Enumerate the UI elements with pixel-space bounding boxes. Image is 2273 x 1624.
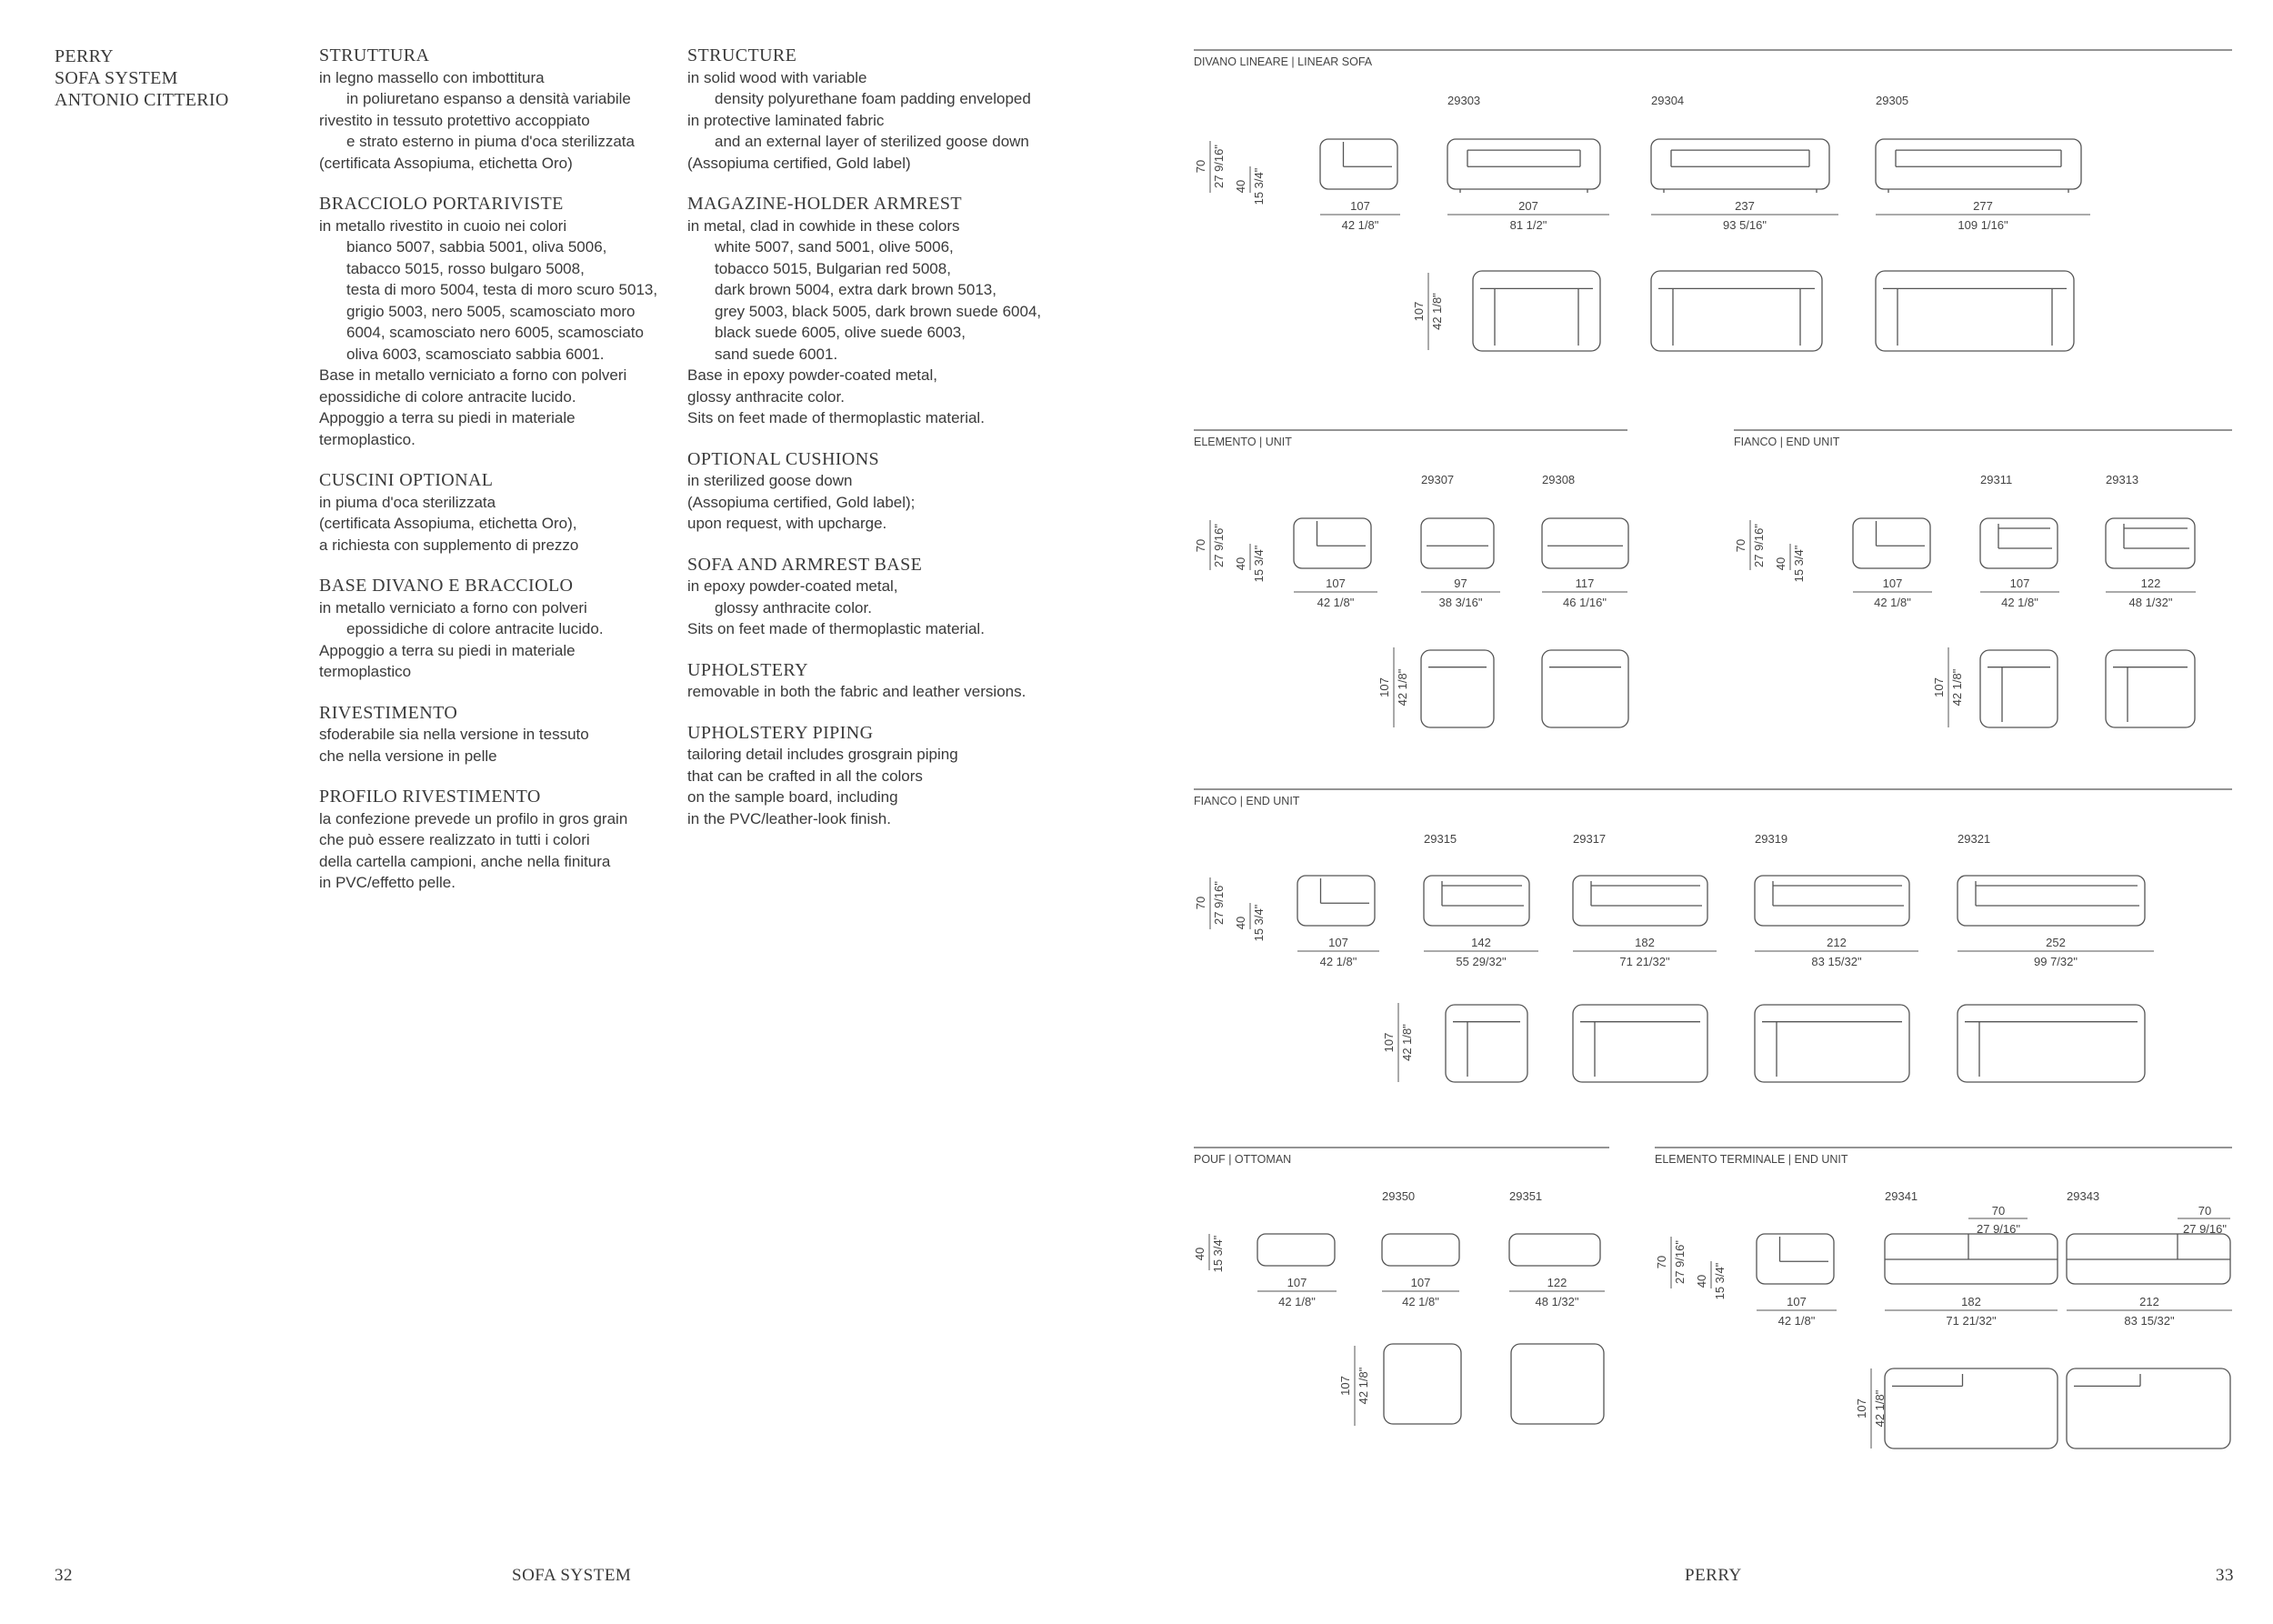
- product-code: 29341: [1885, 1189, 1918, 1203]
- product-code: 29321: [1958, 832, 1991, 846]
- spec-line: removable in both the fabric and leather versions.: [687, 683, 1026, 700]
- width-inch-label: 42 1/8": [1402, 1295, 1439, 1308]
- spec-line: in metallo rivestito in cuoio nei colori: [319, 216, 567, 235]
- height-cm-label: 70: [1655, 1255, 1668, 1269]
- spec-line: la confezione prevede un profilo in gros grain: [319, 809, 628, 827]
- page-number-left: 32: [55, 1566, 73, 1585]
- sofa-side-view: [1853, 518, 1930, 568]
- section-label: FIANCO | END UNIT: [1194, 795, 1300, 807]
- width-cm-label: 122: [1547, 1276, 1567, 1289]
- depth-inch-label: 42 1/8": [1400, 1024, 1414, 1061]
- footer-title-right: PERRY: [1685, 1566, 1742, 1585]
- depth-inch-label: 42 1/8": [1950, 668, 1964, 707]
- spec-line: tailoring detail includes grosgrain piping: [687, 746, 958, 763]
- product-code: 29303: [1447, 94, 1481, 107]
- spec-line: in sterilized goose down: [687, 472, 853, 489]
- sofa-plan-view: [2067, 1368, 2230, 1449]
- product-code: 29307: [1421, 473, 1455, 486]
- brand-line: SOFA SYSTEM: [55, 68, 178, 88]
- product-code: 29305: [1876, 94, 1909, 107]
- sofa-front-view: [1651, 139, 1829, 189]
- end-unit-front-view: [1980, 518, 2058, 568]
- product-code: 29317: [1573, 832, 1607, 846]
- section-label: POUF | OTTOMAN: [1194, 1153, 1292, 1166]
- width-inch-label: 83 15/32": [2124, 1314, 2175, 1328]
- spec-line: Sits on feet made of thermoplastic material.: [687, 620, 985, 637]
- width-cm-label: 107: [1328, 936, 1348, 949]
- width-cm-label: 142: [1471, 936, 1491, 949]
- width-inch-label: 55 29/32": [1456, 955, 1507, 968]
- spec-line: dark brown 5004, extra dark brown 5013,: [715, 281, 996, 298]
- width-inch-label: 81 1/2": [1509, 218, 1547, 232]
- end-unit-front-view: [1424, 876, 1529, 926]
- product-code: 29343: [2067, 1189, 2100, 1203]
- dimension-label: 27 9/16": [2183, 1222, 2227, 1236]
- spec-line: grigio 5003, nero 5005, scamosciato moro: [346, 302, 636, 320]
- spec-line: in protective laminated fabric: [687, 111, 885, 129]
- brand-line: ANTONIO CITTERIO: [55, 90, 229, 110]
- sofa-plan-view: [1446, 1005, 1527, 1082]
- page-number-right: 33: [2216, 1566, 2234, 1585]
- height-cm-label: 70: [1734, 538, 1747, 553]
- product-code: 29351: [1509, 1189, 1543, 1203]
- sofa-plan-view: [1573, 1005, 1707, 1082]
- end-unit-front-view: [1573, 876, 1707, 926]
- spec-line: Appoggio a terra su piedi in materiale: [319, 641, 576, 659]
- sofa-plan-view: [1473, 271, 1600, 351]
- spec-line: tobacco 5015, Bulgarian red 5008,: [715, 259, 951, 277]
- depth-cm-label: 107: [1932, 677, 1946, 697]
- spec-line: a richiesta con supplemento di prezzo: [319, 536, 579, 554]
- spec-line: black suede 6005, olive suede 6003,: [715, 324, 966, 341]
- depth-cm-label: 107: [1377, 677, 1391, 697]
- sofa-plan-view: [1651, 271, 1822, 351]
- product-code: 29350: [1382, 1189, 1416, 1203]
- section-label: FIANCO | END UNIT: [1734, 436, 1840, 448]
- spec-line: in PVC/effetto pelle.: [319, 874, 456, 891]
- spec-line: glossy anthracite color.: [687, 387, 845, 406]
- seat-height-inch-label: 15 3/4": [1713, 1262, 1727, 1300]
- height-inch-label: 27 9/16": [1752, 524, 1766, 567]
- spec-line: Base in epoxy powder-coated metal,: [687, 366, 937, 384]
- spec-line: in metal, clad in cowhide in these colors: [687, 216, 960, 235]
- width-inch-label: 38 3/16": [1438, 596, 1483, 609]
- spec-line: grey 5003, black 5005, dark brown suede 6004,: [715, 302, 1042, 320]
- unit-front-view: [1421, 518, 1494, 568]
- sofa-plan-view: [1421, 650, 1494, 727]
- spec-line: white 5007, sand 5001, olive 5006,: [715, 238, 954, 256]
- height-inch-label: 27 9/16": [1212, 524, 1226, 567]
- width-cm-label: 107: [1410, 1276, 1431, 1289]
- width-inch-label: 42 1/8": [1341, 218, 1379, 232]
- seat-height-inch-label: 15 3/4": [1252, 545, 1266, 583]
- height-inch-label: 27 9/16": [1673, 1240, 1687, 1284]
- seat-height-inch-label: 15 3/4": [1211, 1235, 1225, 1273]
- product-code: 29304: [1651, 94, 1685, 107]
- dimension-label: 27 9/16": [1977, 1222, 2020, 1236]
- spec-line: oliva 6003, scamosciato sabbia 6001.: [346, 345, 605, 363]
- sofa-front-view: [1447, 139, 1600, 189]
- seat-height-cm-label: 40: [1234, 916, 1247, 930]
- seat-height-cm-label: 40: [1193, 1247, 1207, 1261]
- width-cm-label: 107: [1787, 1295, 1807, 1308]
- spec-heading: STRUTTURA: [319, 45, 430, 65]
- width-inch-label: 71 21/32": [1946, 1314, 1997, 1328]
- depth-cm-label: 107: [1382, 1032, 1396, 1053]
- pouf-front-view: [1509, 1234, 1600, 1266]
- section-label: ELEMENTO | UNIT: [1194, 436, 1292, 448]
- spec-line: 6004, scamosciato nero 6005, scamosciato: [346, 324, 644, 341]
- spec-heading: RIVESTIMENTO: [319, 702, 458, 723]
- end-unit-front-view: [1958, 876, 2145, 926]
- product-code: 29311: [1980, 473, 2013, 486]
- spec-line: Sits on feet made of thermoplastic material.: [687, 409, 985, 426]
- spec-line: in the PVC/leather-look finish.: [687, 809, 891, 827]
- width-cm-label: 107: [1350, 199, 1370, 213]
- depth-inch-label: 42 1/8": [1430, 293, 1444, 330]
- spec-heading: OPTIONAL CUSHIONS: [687, 448, 880, 469]
- unit-front-view: [1542, 518, 1628, 568]
- depth-inch-label: 42 1/8": [1357, 1367, 1370, 1405]
- width-inch-label: 71 21/32": [1619, 955, 1670, 968]
- spec-line: (Assopiuma certified, Gold label): [687, 154, 911, 172]
- width-inch-label: 48 1/32": [2128, 596, 2173, 609]
- seat-height-cm-label: 40: [1234, 179, 1247, 194]
- seat-height-inch-label: 15 3/4": [1792, 545, 1806, 583]
- spec-line: density polyurethane foam padding enveloped: [715, 90, 1031, 107]
- pouf-front-view: [1382, 1234, 1459, 1266]
- spec-heading: BRACCIOLO PORTARIVISTE: [319, 194, 564, 214]
- width-inch-label: 42 1/8": [1319, 955, 1357, 968]
- spec-line: epossidiche di colore antracite lucido.: [319, 387, 576, 406]
- spec-heading: BASE DIVANO E BRACCIOLO: [319, 576, 574, 596]
- spec-line: bianco 5007, sabbia 5001, oliva 5006,: [346, 238, 607, 256]
- sofa-front-view: [1876, 139, 2081, 189]
- spec-line: in solid wood with variable: [687, 68, 867, 86]
- width-inch-label: 42 1/8": [1874, 596, 1911, 609]
- spec-line: che nella versione in pelle: [319, 747, 497, 765]
- spec-line: Appoggio a terra su piedi in materiale: [319, 409, 576, 426]
- depth-inch-label: 42 1/8": [1873, 1389, 1887, 1428]
- sofa-plan-view: [1885, 1368, 2058, 1449]
- width-inch-label: 93 5/16": [1723, 218, 1767, 232]
- height-inch-label: 27 9/16": [1212, 881, 1226, 925]
- width-cm-label: 107: [2009, 576, 2030, 590]
- sofa-plan-view: [1876, 271, 2074, 351]
- spec-line: in epoxy powder-coated metal,: [687, 577, 898, 595]
- sofa-plan-view: [1384, 1344, 1461, 1424]
- spec-line: epossidiche di colore antracite lucido.: [346, 620, 604, 637]
- sofa-side-view: [1757, 1234, 1834, 1284]
- seat-height-cm-label: 40: [1234, 556, 1247, 571]
- width-cm-label: 107: [1882, 576, 1903, 590]
- width-cm-label: 212: [2139, 1295, 2159, 1308]
- width-inch-label: 109 1/16": [1958, 218, 2008, 232]
- seat-height-cm-label: 40: [1774, 556, 1787, 571]
- spec-line: in legno massello con imbottitura: [319, 68, 545, 86]
- spec-heading: MAGAZINE-HOLDER ARMREST: [687, 194, 962, 214]
- width-cm-label: 212: [1827, 936, 1847, 949]
- spec-line: upon request, with upcharge.: [687, 515, 887, 532]
- spec-heading: UPHOLSTERY: [687, 659, 808, 680]
- spec-line: in poliuretano espanso a densità variabile: [346, 90, 631, 107]
- spec-heading: CUSCINI OPTIONAL: [319, 470, 494, 490]
- seat-height-cm-label: 40: [1695, 1274, 1708, 1288]
- width-inch-label: 46 1/16": [1563, 596, 1607, 609]
- width-cm-label: 122: [2140, 576, 2161, 590]
- spec-heading: SOFA AND ARMREST BASE: [687, 554, 923, 575]
- sofa-side-view: [1297, 876, 1375, 926]
- width-cm-label: 97: [1454, 576, 1467, 590]
- width-cm-label: 117: [1575, 576, 1595, 590]
- section-label: ELEMENTO TERMINALE | END UNIT: [1655, 1153, 1848, 1166]
- brand-line: PERRY: [55, 46, 114, 66]
- end-unit-front-view: [2106, 518, 2195, 568]
- width-cm-label: 237: [1735, 199, 1755, 213]
- sofa-side-view: [1320, 139, 1397, 189]
- width-cm-label: 277: [1973, 199, 1993, 213]
- spec-line: (Assopiuma certified, Gold label);: [687, 493, 916, 511]
- sofa-plan-view: [1511, 1344, 1604, 1424]
- spec-line: che può essere realizzato in tutti i colori: [319, 831, 590, 848]
- width-cm-label: 107: [1326, 576, 1346, 590]
- spec-line: rivestito in tessuto protettivo accoppiato: [319, 111, 590, 129]
- spec-line: e strato esterno in piuma d'oca sterilizzata: [346, 133, 635, 150]
- spec-line: sfoderabile sia nella versione in tessuto: [319, 726, 589, 743]
- height-inch-label: 27 9/16": [1212, 145, 1226, 188]
- depth-inch-label: 42 1/8": [1396, 668, 1409, 707]
- end-unit-front-view: [1755, 876, 1909, 926]
- spec-line: Base in metallo verniciato a forno con polveri: [319, 366, 627, 384]
- dimension-label: 70: [1991, 1204, 2006, 1218]
- spec-line: termoplastico: [319, 663, 412, 680]
- height-cm-label: 70: [1194, 538, 1207, 553]
- width-cm-label: 182: [1961, 1295, 1981, 1308]
- spec-line: sand suede 6001.: [715, 345, 838, 363]
- height-cm-label: 70: [1194, 159, 1207, 174]
- sofa-plan-view: [1980, 650, 2058, 727]
- spec-line: that can be crafted in all the colors: [687, 767, 923, 785]
- section-label: DIVANO LINEARE | LINEAR SOFA: [1194, 55, 1373, 68]
- width-inch-label: 42 1/8": [2001, 596, 2038, 609]
- product-code: 29319: [1755, 832, 1788, 846]
- spec-line: glossy anthracite color.: [715, 598, 872, 617]
- spec-line: (certificata Assopiuma, etichetta Oro): [319, 154, 573, 172]
- height-cm-label: 70: [1194, 896, 1207, 910]
- width-inch-label: 42 1/8": [1317, 596, 1355, 609]
- sofa-plan-view: [1958, 1005, 2145, 1082]
- spec-heading: PROFILO RIVESTIMENTO: [319, 787, 541, 807]
- sofa-plan-view: [2106, 650, 2195, 727]
- spec-line: termoplastico.: [319, 430, 416, 448]
- width-inch-label: 42 1/8": [1777, 1314, 1816, 1328]
- product-code: 29315: [1424, 832, 1457, 846]
- spec-line: on the sample board, including: [687, 788, 898, 806]
- spec-line: della cartella campioni, anche nella finitura: [319, 852, 611, 870]
- width-inch-label: 83 15/32": [1811, 955, 1862, 968]
- width-cm-label: 182: [1635, 936, 1655, 949]
- spec-line: in piuma d'oca sterilizzata: [319, 493, 496, 511]
- spec-line: testa di moro 5004, testa di moro scuro 5013,: [346, 281, 658, 298]
- width-inch-label: 42 1/8": [1278, 1295, 1316, 1308]
- spec-heading: UPHOLSTERY PIPING: [687, 722, 874, 743]
- depth-cm-label: 107: [1412, 301, 1426, 322]
- seat-height-inch-label: 15 3/4": [1252, 167, 1266, 206]
- pouf-front-view: [1257, 1234, 1335, 1266]
- spec-heading: STRUCTURE: [687, 45, 797, 65]
- sofa-plan-view: [1755, 1005, 1909, 1082]
- spec-line: and an external layer of sterilized goose down: [715, 133, 1029, 150]
- width-cm-label: 207: [1518, 199, 1538, 213]
- spec-line: (certificata Assopiuma, etichetta Oro),: [319, 515, 577, 532]
- depth-cm-label: 107: [1338, 1376, 1352, 1396]
- width-inch-label: 48 1/32": [1535, 1295, 1579, 1308]
- sofa-plan-view: [1542, 650, 1628, 727]
- footer-title-left: SOFA SYSTEM: [512, 1566, 632, 1585]
- product-code: 29313: [2106, 473, 2139, 486]
- spec-line: in metallo verniciato a forno con polveri: [319, 598, 587, 617]
- depth-cm-label: 107: [1855, 1398, 1868, 1418]
- width-cm-label: 107: [1287, 1276, 1307, 1289]
- width-cm-label: 252: [2046, 936, 2066, 949]
- seat-height-inch-label: 15 3/4": [1252, 904, 1266, 942]
- width-inch-label: 99 7/32": [2034, 955, 2078, 968]
- dimension-label: 70: [2198, 1204, 2212, 1218]
- spec-line: tabacco 5015, rosso bulgaro 5008,: [346, 259, 585, 277]
- product-code: 29308: [1542, 473, 1576, 486]
- sofa-side-view: [1294, 518, 1371, 568]
